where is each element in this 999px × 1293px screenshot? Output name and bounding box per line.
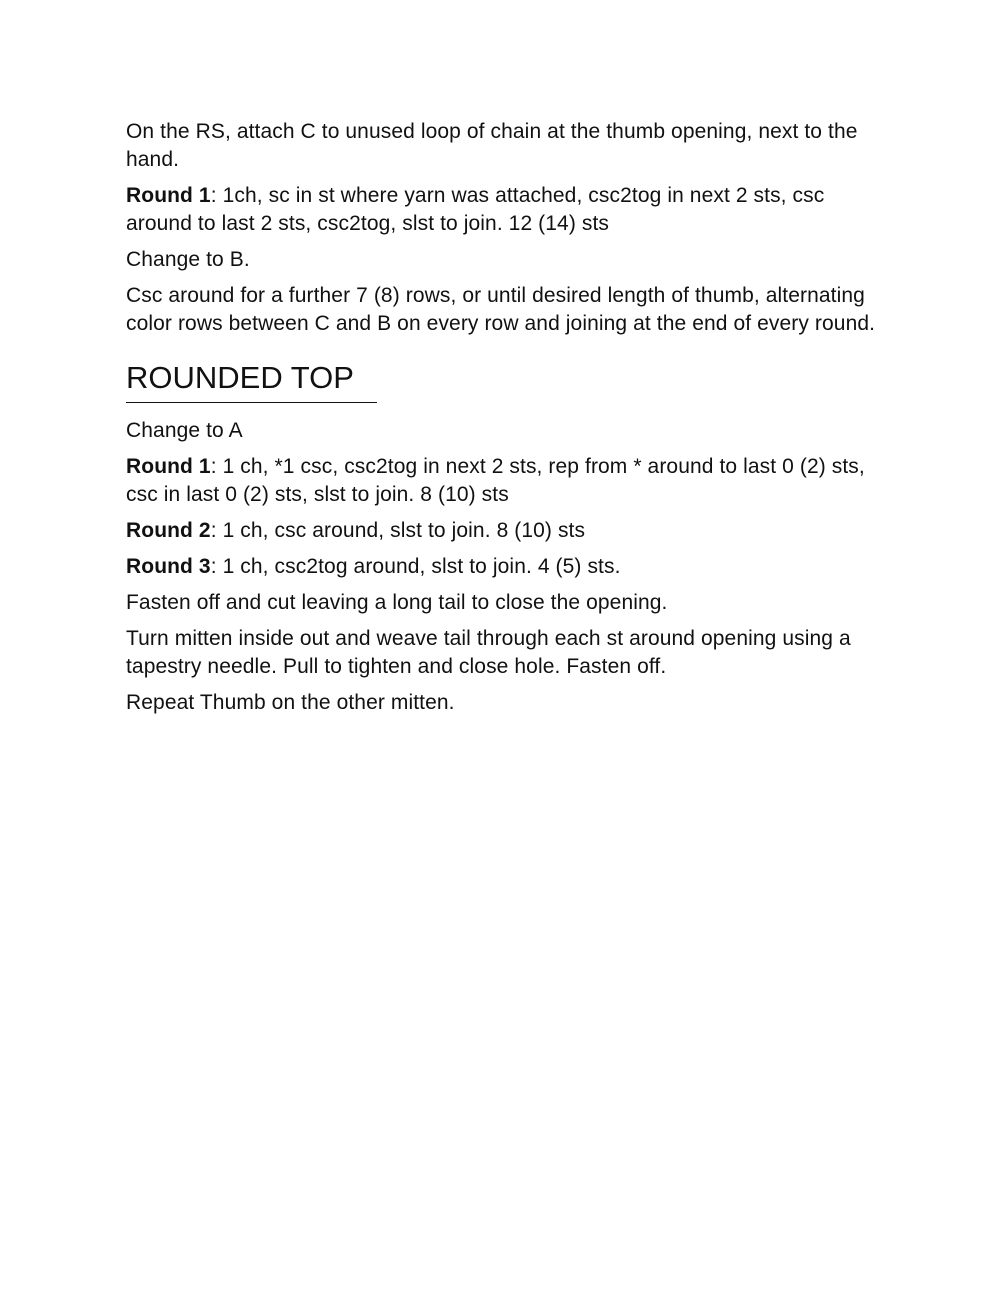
paragraph-change-to-a: Change to A: [126, 419, 243, 442]
rounded-top-round-3: [126, 553, 886, 581]
round-instructions: : 1 ch, csc around, slst to join. 8 (10) sts: [210, 519, 586, 542]
paragraph-repeat-thumb: Repeat Thumb on the other mitten.: [126, 691, 455, 714]
round-label: Round 1: [126, 184, 211, 207]
section-heading-rounded-top: ROUNDED TOP: [126, 360, 377, 403]
intro-paragraph-attach: On the RS, attach C to unused loop of chain at the thumb opening, next to the hand.: [126, 120, 858, 171]
round-instructions: : 1 ch, csc2tog around, slst to join. 4 (5) sts.: [210, 555, 621, 578]
paragraph-turn-mitten: Turn mitten inside out and weave tail through each st around opening using a tapestry needle. Pull to tighten and close hole. Fasten off.: [126, 627, 851, 678]
paragraph-fasten-off: Fasten off and cut leaving a long tail to close the opening.: [126, 591, 668, 614]
round-label: Round 3: [126, 555, 211, 578]
round-instructions: : 1ch, sc in st where yarn was attached, csc2tog in next 2 sts, csc around to last 2 sts, csc2tog, slst to join. 12 (14) sts: [126, 184, 825, 235]
round-label: Round 2: [126, 519, 211, 542]
section-heading-wrapper: [126, 360, 886, 403]
intro-round-1: [126, 182, 886, 238]
document-page: [126, 118, 886, 725]
round-instructions: : 1 ch, *1 csc, csc2tog in next 2 sts, rep from * around to last 0 (2) sts, csc in last 0 (2) sts, slst to join. 8 (10) sts: [126, 455, 865, 506]
intro-paragraph-change: Change to B.: [126, 248, 250, 271]
intro-paragraph-csc-around: Csc around for a further 7 (8) rows, or until desired length of thumb, alternating color rows between C and B on every row and joining at the end of every round.: [126, 284, 876, 335]
round-label: Round 1: [126, 455, 211, 478]
rounded-top-round-1: [126, 453, 886, 509]
rounded-top-round-2: [126, 517, 886, 545]
